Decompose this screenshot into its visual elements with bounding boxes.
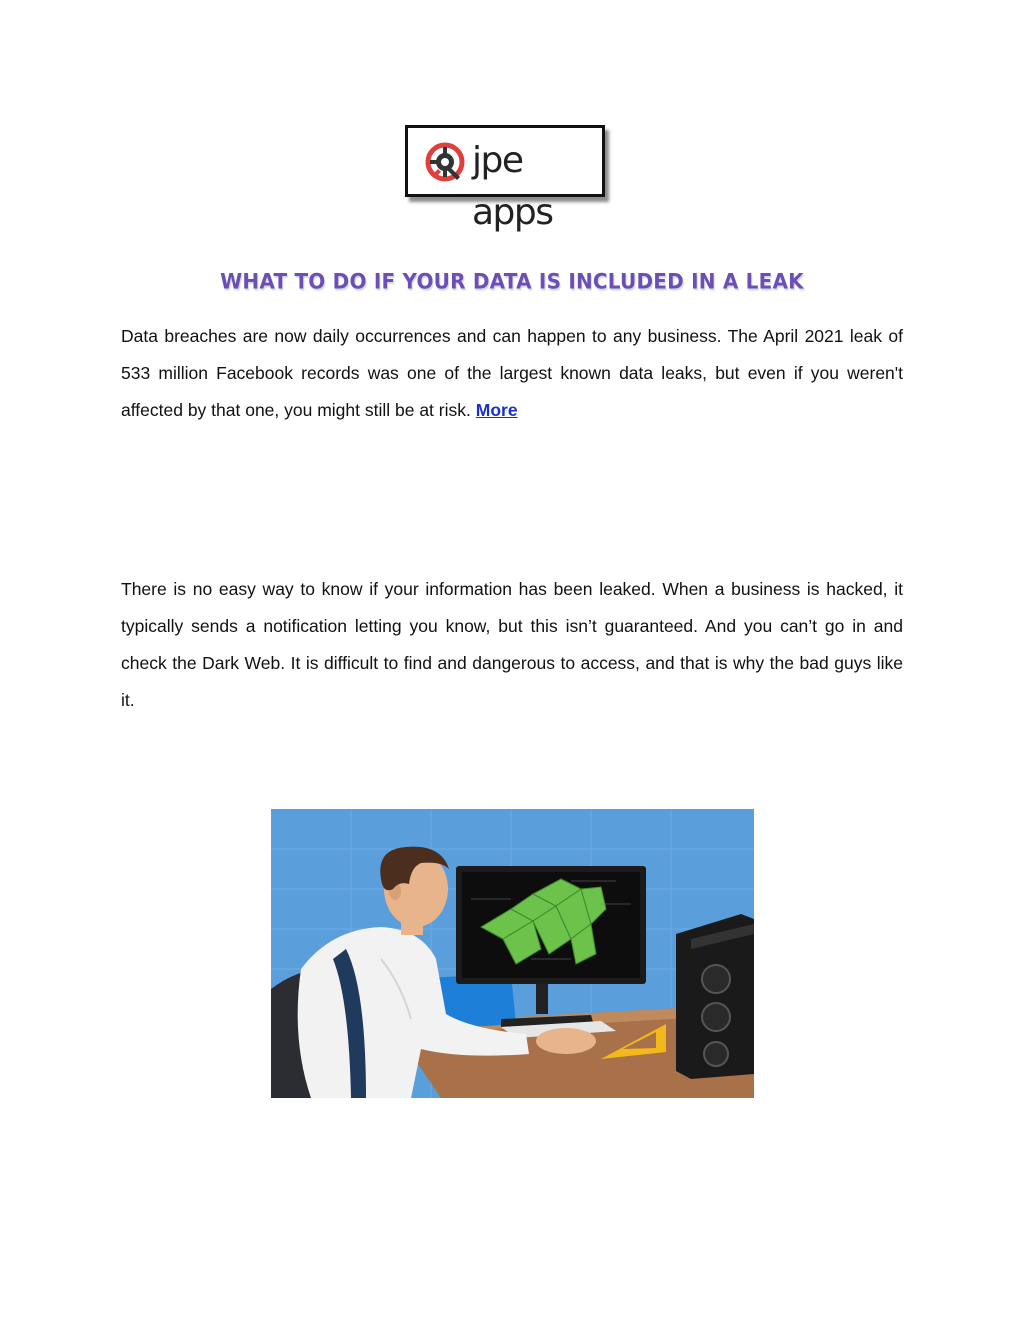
person-at-computer-illustration — [271, 809, 754, 1098]
paragraph-1-text: Data breaches are now daily occurrences and can happen to any business. The April 2021 leak of 533 million Facebook records was one of the largest known data leaks, but even if you weren't affected by that one, you might still be at risk. — [121, 326, 903, 420]
brand-logo — [405, 125, 605, 233]
wrench-gear-icon — [424, 141, 466, 183]
more-link[interactable]: More — [475, 400, 518, 420]
article-paragraph-1 — [121, 318, 903, 429]
brand-wordmark: jpe apps — [472, 140, 553, 233]
article-paragraph-2: There is no easy way to know if your information has been leaked. When a business is hacked, it typically sends a notification letting you know, but this isn’t guaranteed. And you can’t go in and check the Dark Web. It is difficult to find and dangerous to access, and that is why the bad guys like it. — [121, 579, 903, 710]
article-title: WHAT TO DO IF YOUR DATA IS INCLUDED IN A LEAK — [220, 268, 804, 294]
